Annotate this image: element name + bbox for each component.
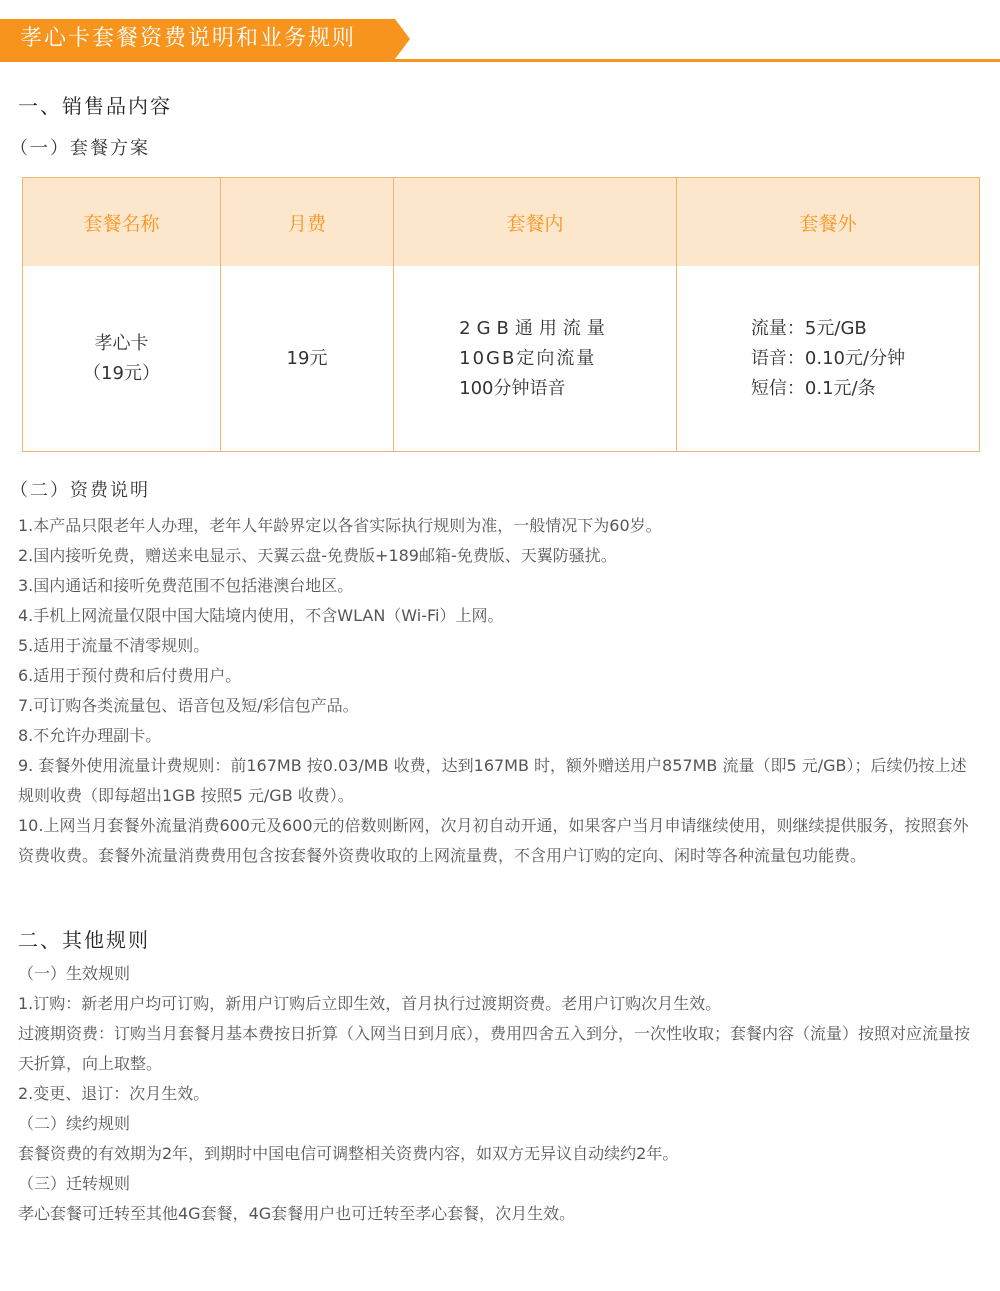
tariff-list xyxy=(18,511,980,871)
extra-voice-rate: 语音：0.10元/分钟 xyxy=(750,347,906,369)
other-rules-list xyxy=(18,959,980,1229)
header-monthly-fee: 月费 xyxy=(221,178,394,267)
extra-sms-rate: 短信：0.1元/条 xyxy=(750,377,876,399)
cell-extra xyxy=(677,266,980,452)
rule-line: 孝心套餐可迁转至其他4G套餐，4G套餐用户也可迁转至孝心套餐，次月生效。 xyxy=(18,1204,576,1223)
tariff-item: 1.本产品只限老年人办理，老年人年龄界定以各省实际执行规则为准，一般情况下为60岁。 xyxy=(18,516,662,535)
rule-line: 套餐资费的有效期为2年，到期时中国电信可调整相关资费内容，如双方无异议自动续约2年。 xyxy=(18,1144,679,1163)
header-divider xyxy=(0,59,1000,62)
included-general-data: 2GB通用流量 xyxy=(459,317,611,339)
rule-subtitle-migration: （三）迁转规则 xyxy=(18,1174,131,1193)
subsection-title-tariff: （二）资费说明 xyxy=(10,480,150,501)
section-title-other-rules: 二、其他规则 xyxy=(18,928,150,952)
tariff-item: 3.国内通话和接听免费范围不包括港澳台地区。 xyxy=(18,576,354,595)
tariff-item: 9. 套餐外使用流量计费规则：前167MB 按0.03/MB 收费，达到167MB 时，额外赠送用户857MB 流量（即5 元/GB）；后续仍按上述规则收费（即每超出1GB 按照5 元/GB 收费）。 xyxy=(18,756,967,805)
rule-subtitle-renewal: （二）续约规则 xyxy=(18,1114,131,1133)
tariff-item: 5.适用于流量不清零规则。 xyxy=(18,636,210,655)
subsection-title-plan: （一）套餐方案 xyxy=(10,138,150,159)
plan-price-note: （19元） xyxy=(83,362,160,384)
plan-table-header-row xyxy=(23,178,980,267)
page-title: 孝心卡套餐资费说明和业务规则 xyxy=(20,26,357,51)
extra-data-rate: 流量：5元/GB xyxy=(750,317,867,339)
included-voice: 100分钟语音 xyxy=(459,377,566,399)
cell-included xyxy=(394,266,677,452)
tariff-item: 7.可订购各类流量包、语音包及短/彩信包产品。 xyxy=(18,696,359,715)
section-title-sales-content: 一、销售品内容 xyxy=(18,94,172,118)
rule-line: 1.订购：新老用户均可订购，新用户订购后立即生效，首月执行过渡期资费。老用户订购次月生效。 xyxy=(18,994,722,1013)
rule-line: 过渡期资费：订购当月套餐月基本费按日折算（入网当日到月底），费用四舍五入到分，一次性收取；套餐内容（流量）按照对应流量按天折算，向上取整。 xyxy=(18,1024,971,1073)
included-directed-data: 10GB定向流量 xyxy=(459,347,597,369)
cell-plan-name xyxy=(23,266,221,452)
rule-line: 2.变更、退订：次月生效。 xyxy=(18,1084,210,1103)
tariff-item: 4.手机上网流量仅限中国大陆境内使用，不含WLAN（Wi-Fi）上网。 xyxy=(18,606,504,625)
cell-monthly-fee: 19元 xyxy=(221,266,394,452)
tariff-item: 6.适用于预付费和后付费用户。 xyxy=(18,666,242,685)
plan-name: 孝心卡 xyxy=(94,332,149,354)
header-bar xyxy=(0,0,1000,62)
plan-table xyxy=(22,177,980,452)
rule-subtitle-effective: （一）生效规则 xyxy=(18,964,131,983)
tariff-item: 8.不允许办理副卡。 xyxy=(18,726,162,745)
tariff-item: 2.国内接听免费，赠送来电显示、天翼云盘-免费版+189邮箱-免费版、天翼防骚扰。 xyxy=(18,546,617,565)
header-plan-name: 套餐名称 xyxy=(23,178,221,267)
plan-table-row xyxy=(23,266,980,452)
header-extra: 套餐外 xyxy=(677,178,980,267)
tariff-item: 10.上网当月套餐外流量消费600元及600元的倍数则断网，次月初自动开通，如果客户当月申请继续使用，则继续提供服务，按照套外资费收费。套餐外流量消费费用包含按套餐外资费收取的上网流量费，不含用户订购的定向、闲时等各种流量包功能费。 xyxy=(18,816,969,865)
header-included: 套餐内 xyxy=(394,178,677,267)
